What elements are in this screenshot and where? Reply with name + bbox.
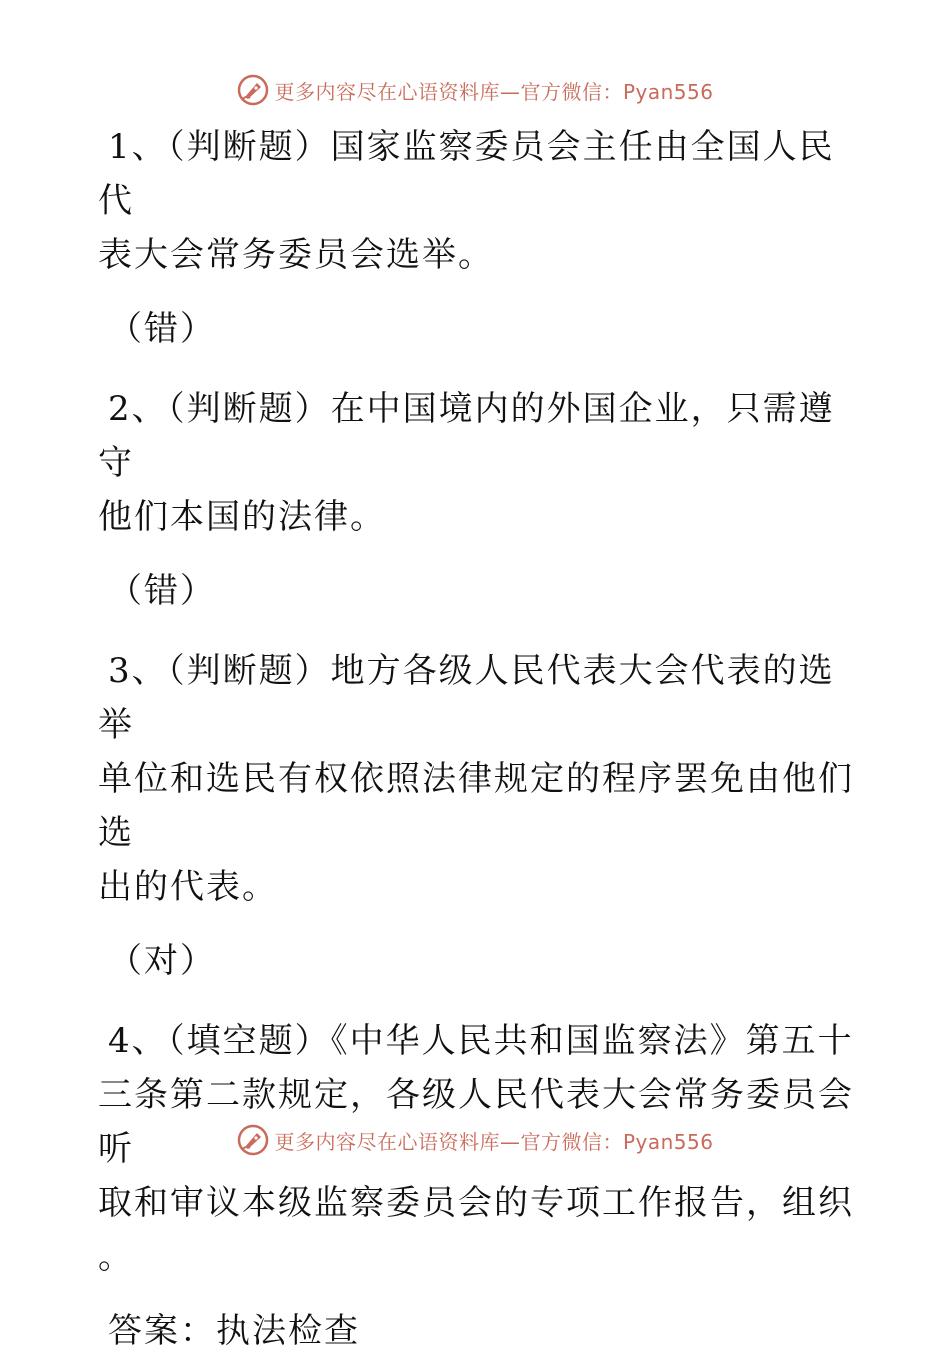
question-3-line-2: 单位和选民有权依照法律规定的程序罢免由他们选 <box>98 759 854 853</box>
question-1 <box>98 120 858 282</box>
pen-nib-logo-icon <box>236 1123 270 1157</box>
question-2-line-1: 2、（判断题）在中国境内的外国企业，只需遵守 <box>98 389 835 483</box>
question-4-answer: 答案：执法检查 <box>108 1311 360 1351</box>
footer-banner <box>0 1120 950 1160</box>
question-4-line-1: 4、（填空题）《中华人民共和国监察法》第五十 <box>108 1021 854 1061</box>
footer-banner-text: 更多内容尽在心语资料库—官方微信：Pyan556 <box>274 1129 714 1154</box>
question-2-line-2: 他们本国的法律。 <box>98 497 386 537</box>
question-1-answer: （错） <box>108 309 216 349</box>
question-1-line-2: 表大会常务委员会选举。 <box>98 235 494 275</box>
question-4-line-2: 三条第二款规定，各级人民代表大会常务委员会听 <box>98 1075 854 1169</box>
question-1-line-1: 1、（判断题）国家监察委员会主任由全国人民代 <box>98 127 835 221</box>
question-3 <box>98 644 858 914</box>
question-4-line-3: 取和审议本级监察委员会的专项工作报告，组织 <box>98 1183 854 1223</box>
header-banner-text: 更多内容尽在心语资料库—官方微信：Pyan556 <box>274 79 714 104</box>
question-2-answer: （错） <box>108 571 216 611</box>
question-2 <box>98 382 858 544</box>
question-3-answer: （对） <box>108 941 216 981</box>
question-3-line-3: 出的代表。 <box>98 867 278 907</box>
document-body <box>98 120 858 1358</box>
question-4-line-4: 。 <box>98 1237 132 1277</box>
pen-nib-logo-icon <box>236 73 270 107</box>
question-3-line-1: 3、（判断题）地方各级人民代表大会代表的选举 <box>98 651 835 745</box>
header-banner <box>0 70 950 110</box>
